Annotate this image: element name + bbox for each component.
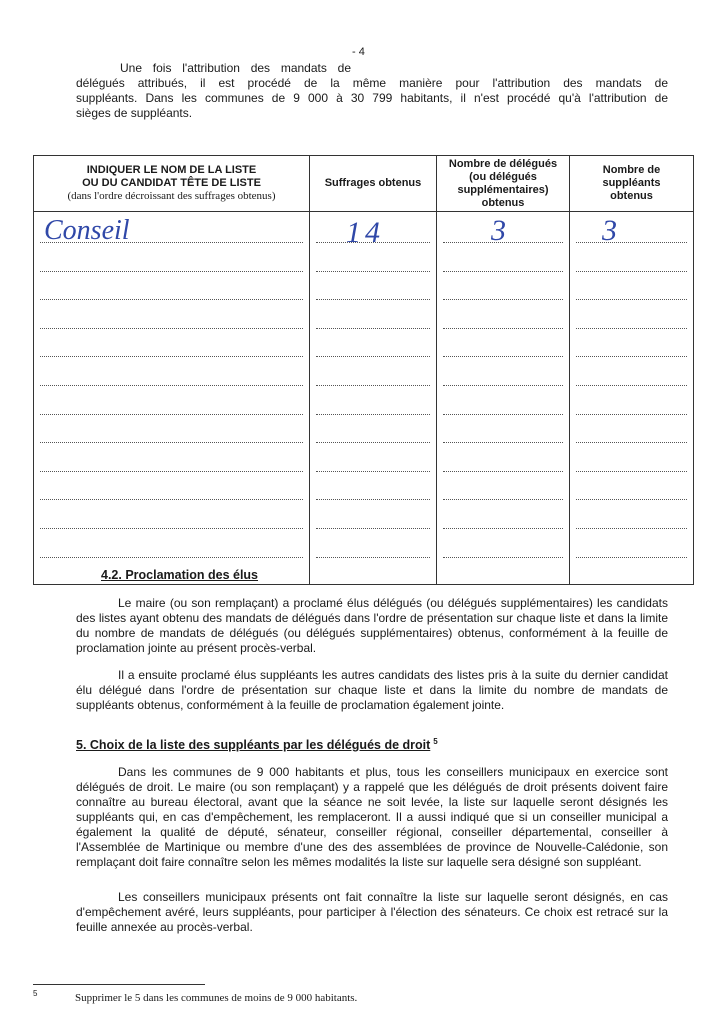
dotted-line (576, 528, 687, 529)
dotted-line (443, 471, 563, 472)
intro-line-3: suppléants. Dans les communes de 9 000 à 30 799 habitants, il n'est procédé qu'à l'attribution de (76, 91, 668, 105)
cell-suppleants[interactable] (570, 212, 694, 585)
dotted-line (40, 557, 303, 558)
dotted-line (316, 557, 430, 558)
footnote-ref[interactable]: 5 (433, 737, 438, 746)
dotted-line (443, 356, 563, 357)
dotted-line (316, 356, 430, 357)
intro-paragraph (76, 76, 668, 121)
dotted-line (443, 328, 563, 329)
intro-line-2: délégués attribués, il est procédé de la même manière pour l'attribution des mandats de (76, 76, 668, 90)
handwritten-suppleants: 3 (602, 214, 617, 247)
dotted-line (40, 328, 303, 329)
handwritten-list-name: Conseil (44, 215, 130, 246)
section-5-para-2: Les conseillers municipaux présents ont fait connaître la liste sur laquelle seront désignés, en cas d'empêchement avéré, leurs suppléants, pour participer à l'élection des sénateurs. Ce choix est retracé sur la feuille annexée au procès-verbal. (76, 890, 668, 934)
section-5-para-1: Dans les communes de 9 000 habitants et plus, tous les conseillers municipaux en exercice sont délégués de droit. Le maire (ou son remplaçant) y a rappelé que les délégués de droit présents doivent faire connaître au bureau électoral, avant que la séance ne soit levée, la liste sur laquelle seront désignés les suppléants qui, en cas d'empêchement, les remplaceront. Il a aussi indiqué que si un conseiller municipal a également la qualité de député, sénateur, conseiller régional, conseiller départemental, conseiller à l'Assemblée de Martinique ou membre d'une des des assemblées de province de Nouvelle-Calédonie, son remplaçant doit faire connaître selon les mêmes modalités la liste sur laquelle sera désigné son suppléant. (76, 765, 668, 869)
dotted-line (316, 328, 430, 329)
dotted-line (40, 499, 303, 500)
dotted-line (576, 271, 687, 272)
dotted-line (576, 356, 687, 357)
handwritten-delegues: 3 (491, 214, 506, 247)
header-list-note: (dans l'ordre décroissant des suffrages obtenus) (67, 190, 276, 202)
dotted-line (316, 299, 430, 300)
dotted-line (443, 499, 563, 500)
header-suffrages: Suffrages obtenus (310, 156, 437, 212)
footnote-text: Supprimer le 5 dans les communes de moins de 9 000 habitants. (75, 992, 358, 1004)
dotted-line (576, 328, 687, 329)
dotted-line (40, 414, 303, 415)
header-suppleants: Nombre de suppléants obtenus (570, 156, 694, 212)
dotted-line (576, 499, 687, 500)
dotted-line (316, 471, 430, 472)
dotted-line (316, 499, 430, 500)
section-5-title: 5. Choix de la liste des suppléants par les délégués de droit $^5$ (76, 737, 438, 752)
dotted-line (443, 528, 563, 529)
page-number: - 4 (352, 46, 365, 58)
dotted-line (576, 242, 687, 243)
intro-line-4: sièges de suppléants. (76, 106, 193, 120)
dotted-line (316, 414, 430, 415)
header-delegues: Nombre de délégués (ou délégués supplémentaires) obtenus (437, 156, 570, 212)
footnote-number: 5 (33, 989, 38, 998)
dotted-line (40, 356, 303, 357)
dotted-line (40, 471, 303, 472)
dotted-line (443, 442, 563, 443)
section-4-2-para-1: Le maire (ou son remplaçant) a proclamé élus délégués (ou délégués supplémentaires) les candidats des listes ayant obtenu des mandats de délégués dans l'ordre de présentation sur chaque liste et dans la limite du nombre de mandats de délégués (ou délégués supplémentaires) obtenus, conformément à la feuille de proclamation jointe au présent procès-verbal. (76, 596, 668, 655)
dotted-line (316, 442, 430, 443)
dotted-line (316, 528, 430, 529)
intro-line-1: Une fois l'attribution des mandats de (120, 61, 351, 75)
dotted-line (443, 557, 563, 558)
dotted-line (40, 528, 303, 529)
cell-suffrages[interactable] (310, 212, 437, 585)
dotted-line (443, 385, 563, 386)
dotted-line (443, 414, 563, 415)
dotted-line (576, 471, 687, 472)
footnote-rule (33, 984, 205, 985)
dotted-line (443, 299, 563, 300)
dotted-line (316, 271, 430, 272)
dotted-line (576, 299, 687, 300)
dotted-line (576, 414, 687, 415)
dotted-line (443, 271, 563, 272)
dotted-line (576, 385, 687, 386)
dotted-line (576, 557, 687, 558)
results-table (33, 155, 694, 585)
dotted-line (316, 385, 430, 386)
dotted-line (40, 442, 303, 443)
dotted-line (40, 271, 303, 272)
dotted-line (40, 385, 303, 386)
header-list-name: INDIQUER LE NOM DE LA LISTE OU DU CANDIDAT TÊTE DE LISTE (dans l'ordre décroissant des suffrages obtenus) (34, 156, 310, 212)
section-4-2-title: 4.2. Proclamation des élus (101, 568, 259, 582)
section-4-2-para-2: Il a ensuite proclamé élus suppléants les autres candidats des listes pris à la suite du dernier candidat élu délégué dans l'ordre de présentation sur chaque liste et dans la limite du nombre de mandats de suppléants obtenus, conformément à la feuille de proclamation également jointe. (76, 668, 668, 712)
cell-delegues[interactable] (437, 212, 570, 585)
dotted-line (576, 442, 687, 443)
handwritten-suffrages: 14 (346, 216, 384, 249)
cell-list-name[interactable] (34, 212, 310, 585)
dotted-line (40, 299, 303, 300)
